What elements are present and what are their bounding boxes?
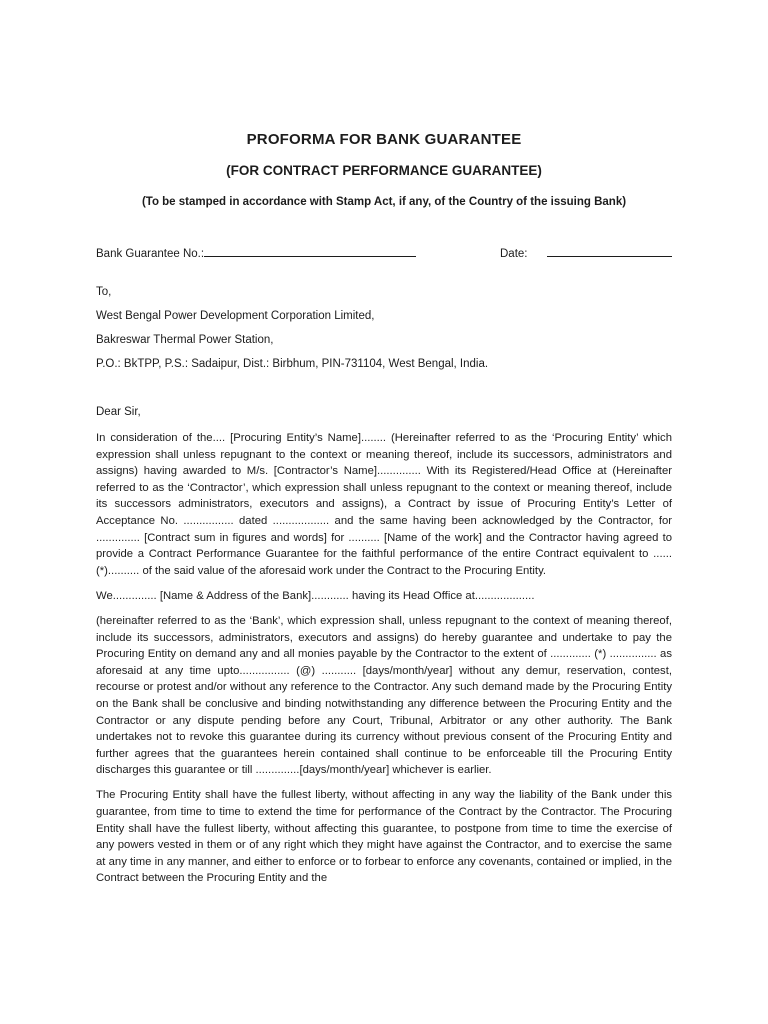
address-line-3: P.O.: BkTPP, P.S.: Sadaipur, Dist.: Birbhum, PIN-731104, West Bengal, India. xyxy=(96,358,489,370)
document-subtitle: (FOR CONTRACT PERFORMANCE GUARANTEE) xyxy=(226,163,542,178)
paragraph-procuring-entity-liberty: The Procuring Entity shall have the fullest liberty, without affecting in any way the liability of the Bank under this guarantee, from time to time to extend the time for performance of the Contract by the Contractor. The Procuring Entity shall have the fullest liberty, without affecting this guarantee, to postpone from time to time the exercise of any powers vested in them or of any right which they might have against the Contractor, and to exercise the same at any time in any manner, and either to enforce or to forbear to enforce any covenants, contained or implied, in the Contract between the Procuring Entity and the xyxy=(96,789,672,885)
guarantee-number-blank xyxy=(204,244,416,257)
paragraph-consideration: In consideration of the.... [Procuring Entity’s Name]........ (Hereinafter referred to as the ‘Procuring Entity’ which expression shall unless repugnant to the context or meaning thereof, include its successors, administrators and assigns) having awarded to M/s. [Contractor’s Name].............. With its Registered/Head Office at (Hereinafter referred to as the ‘Contractor’, which expression shall unless repugnant to the context or meaning thereof, include its successors administrators, executors and assigns), a Contract by issue of Procuring Entity’s Letter of Acceptance No. ................ dated .................. and the same having been acknowledged by the Contractor, for .............. [Contract sum in figures and words] for .......... [Name of the work] and the Contractor having agreed to provide a Contract Performance Guarantee for the faithful performance of the entire Contract equivalent to ...... (*).......... of the said value of the aforesaid work under the Contract to the Procuring Entity. xyxy=(96,432,672,577)
guarantee-body xyxy=(96,430,672,895)
date-label: Date: xyxy=(500,248,528,260)
address-line-2: Bakreswar Thermal Power Station, xyxy=(96,334,274,346)
salutation: Dear Sir, xyxy=(96,406,141,418)
address-to: To, xyxy=(96,286,112,298)
date-line xyxy=(500,244,672,260)
guarantee-number-line xyxy=(96,244,416,260)
document-title: PROFORMA FOR BANK GUARANTEE xyxy=(246,131,522,148)
paragraph-bank-details: We.............. [Name & Address of the Bank]............ having its Head Office at................... xyxy=(96,589,535,602)
guarantee-number-label: Bank Guarantee No.: xyxy=(96,248,205,260)
stamp-note: (To be stamped in accordance with Stamp Act, if any, of the Country of the issuing Bank) xyxy=(141,196,627,208)
date-blank xyxy=(547,244,672,257)
address-line-1: West Bengal Power Development Corporation Limited, xyxy=(96,310,375,322)
paragraph-guarantee-terms: (hereinafter referred to as the ‘Bank’, which expression shall, unless repugnant to the context of meaning thereof, include its successors, administrators, executors and assigns) do hereby guarantee and undertake to pay the Procuring Entity on demand any and all monies payable by the Contractor to the extent of ............. (*) ............... as aforesaid at any time upto................ (@) ........... [days/month/year] without any demur, reservation, contest, recourse or protest and/or without any reference to the Contractor. Any such demand made by the Procuring Entity on the Bank shall be conclusive and binding notwithstanding any difference between the Procuring Entity and the Contractor or any dispute pending before any Court, Tribunal, Arbitrator or any other authority. The Bank undertakes not to revoke this guarantee during its currency without previous consent of the Procuring Entity and further agrees that the guarantees herein contained shall continue to be enforceable till the Procuring Entity discharges this guarantee or till ..............[days/month/year] whichever is earlier. xyxy=(96,614,672,777)
